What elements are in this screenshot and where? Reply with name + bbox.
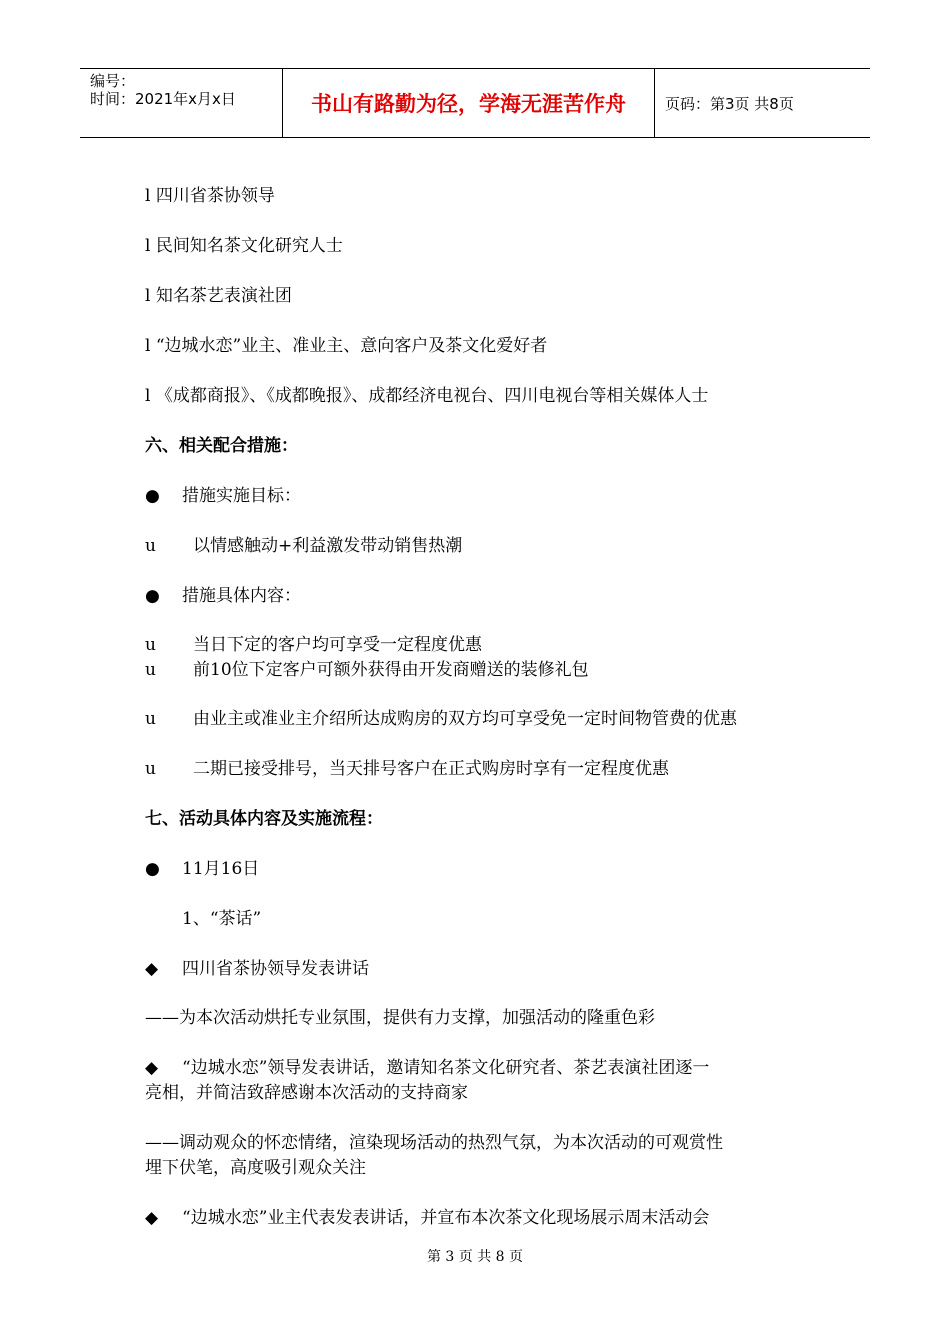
header-info-cell: [80, 69, 283, 137]
sub-item-text: 当日下定的客户均可享受一定程度优惠: [193, 635, 482, 655]
sub-item: [145, 707, 737, 732]
number-label: 编号：: [90, 72, 136, 90]
u-marker: u: [145, 709, 156, 729]
page-header: [80, 68, 870, 138]
bullet-text: 措施实施目标：: [182, 486, 301, 506]
u-marker: u: [145, 536, 156, 556]
sub-item-text: 以情感触动+利益激发带动销售热潮: [193, 536, 463, 556]
page-indicator: 页码：第3页 共8页: [665, 94, 794, 113]
sub-item-text: 前10位下定客户可额外获得由开发商赠送的装修礼包: [193, 660, 589, 680]
list-item: l 知名茶艺表演社团: [145, 286, 292, 306]
motto: 书山有路勤为径，学海无涯苦作舟: [283, 69, 655, 137]
list-item: l 民间知名茶文化研究人士: [145, 236, 343, 256]
list-item: l 四川省茶协领导: [145, 186, 275, 206]
sub-item: [145, 633, 482, 658]
diamond-item: [145, 1056, 709, 1081]
sub-item: [145, 658, 589, 683]
diamond-text: 四川省茶协领导发表讲话: [182, 959, 369, 979]
continuation-line: 埋下伏笔，高度吸引观众关注: [145, 1158, 366, 1178]
sub-item-text: 由业主或准业主介绍所达成购房的双方均可享受免一定时间物管费的优惠: [193, 709, 737, 729]
section-heading: 六、相关配合措施：: [145, 436, 298, 456]
note-line: ——为本次活动烘托专业氛围，提供有力支撑，加强活动的隆重色彩: [145, 1008, 655, 1028]
u-marker: u: [145, 660, 156, 680]
sub-heading: 1、“茶话”: [182, 909, 262, 929]
bullet-item: [145, 857, 259, 882]
u-marker: u: [145, 759, 156, 779]
bullet-item: [145, 484, 301, 509]
list-item: l “边城水恋”业主、准业主、意向客户及茶文化爱好者: [145, 336, 548, 356]
section-heading: 七、活动具体内容及实施流程：: [145, 809, 383, 829]
diamond-icon: ◆: [145, 1058, 159, 1078]
bullet-text: 措施具体内容：: [182, 586, 301, 606]
continuation-line: 亮相，并简洁致辞感谢本次活动的支持商家: [145, 1083, 468, 1103]
page-footer: 第 3 页 共 8 页: [426, 1249, 524, 1265]
list-item: l 《成都商报》、《成都晚报》、成都经济电视台、四川电视台等相关媒体人士: [145, 386, 709, 406]
diamond-text: “边城水恋”领导发表讲话，邀请知名茶文化研究者、茶艺表演社团逐一: [182, 1058, 710, 1078]
diamond-icon: ◆: [145, 959, 159, 979]
date-label: 时间：2021年x月x日: [90, 90, 236, 108]
bullet-text: 11月16日: [182, 859, 260, 879]
u-marker: u: [145, 635, 156, 655]
note-line: ——调动观众的怀恋情绪，渲染现场活动的热烈气氛，为本次活动的可观赏性: [145, 1133, 723, 1153]
bullet-icon: ●: [145, 486, 160, 506]
diamond-icon: ◆: [145, 1208, 159, 1228]
bullet-icon: ●: [145, 586, 160, 606]
bullet-icon: ●: [145, 859, 160, 879]
diamond-item: [145, 1206, 709, 1231]
sub-item-text: 二期已接受排号，当天排号客户在正式购房时享有一定程度优惠: [193, 759, 669, 779]
diamond-item: [145, 957, 369, 982]
bullet-item: [145, 584, 301, 609]
sub-item: [145, 534, 462, 559]
diamond-text: “边城水恋”业主代表发表讲话，并宣布本次茶文化现场展示周末活动会: [182, 1208, 710, 1228]
sub-item: [145, 757, 669, 782]
